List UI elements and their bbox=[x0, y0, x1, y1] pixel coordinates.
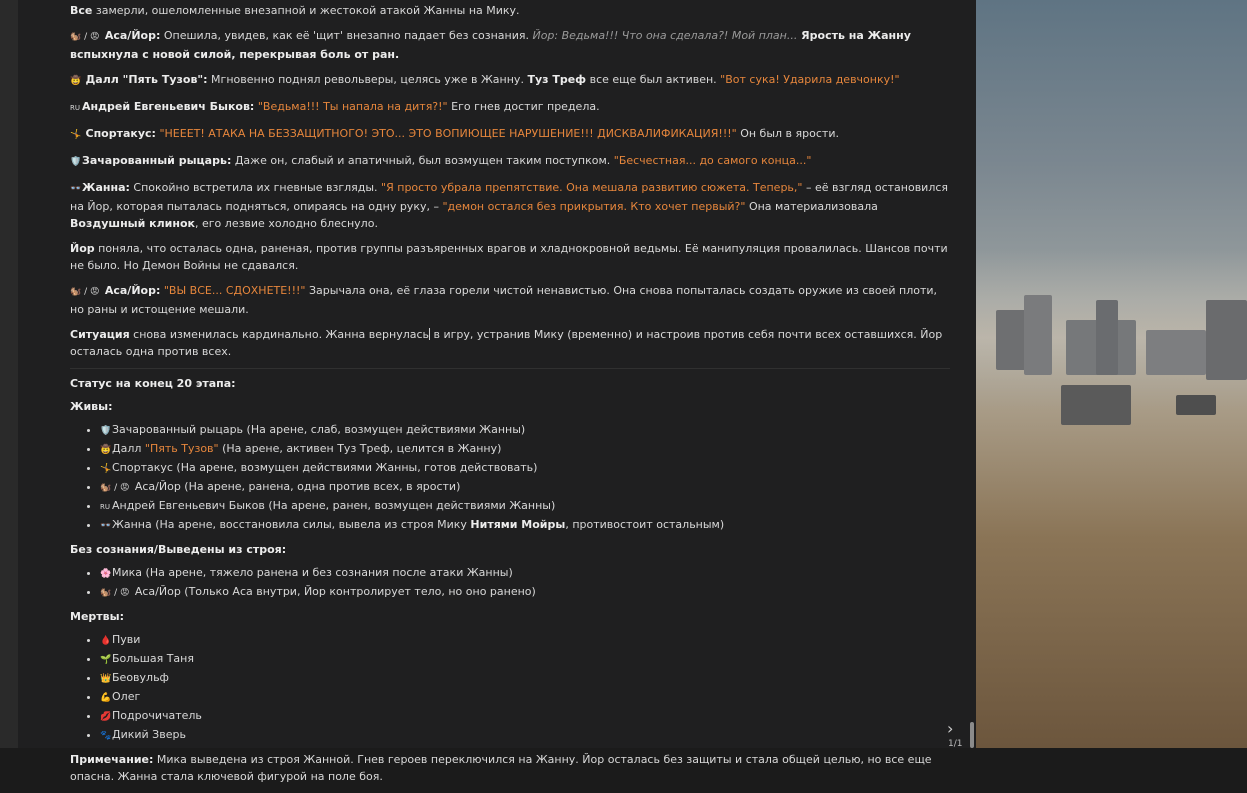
rock-formation bbox=[1024, 295, 1052, 375]
scrollbar-thumb[interactable] bbox=[970, 722, 974, 748]
list-item: • 🐾Дикий Зверь bbox=[100, 726, 950, 745]
list-item: • 🤠Далл "Пять Тузов" (На арене, активен Туз Треф, целится в Жанну) bbox=[100, 440, 950, 459]
paragraph-2: 🐿️ / 😡 Аса/Йор: Опешила, увидев, как её 'щит' внезапно падает без сознания. Йор: Ведьма!!! Что она сделала?! Мой план... Ярость на Жанну вспыхнула с новой силой, перекрывая боль от ран. bbox=[70, 29, 911, 61]
asa-yor-icon: 🐿️ / 😡 bbox=[100, 588, 130, 598]
page-counter: 1/1 bbox=[948, 739, 963, 749]
rock-formation bbox=[1206, 300, 1247, 380]
cowboy-icon: 🤠 bbox=[100, 445, 112, 455]
plant-icon: 🌱 bbox=[100, 655, 112, 665]
ru-flag-icon: RU bbox=[100, 503, 110, 511]
paragraph-3: 🤠 Далл "Пять Тузов": Мгновенно поднял револьверы, целясь уже в Жанну. Туз Треф все еще был активен. "Вот сука! Ударила девчонку!" bbox=[70, 71, 950, 90]
dead-header: Мертвы: bbox=[70, 610, 124, 623]
lips-icon: 💋 bbox=[100, 712, 112, 722]
status-title: Статус на конец 20 этапа: bbox=[70, 377, 236, 390]
alive-header: Живы: bbox=[70, 400, 113, 413]
list-item: • 💪Олег bbox=[100, 688, 950, 707]
paragraph-1: Все замерли, ошеломленные внезапной и жестокой атакой Жанны на Мику. bbox=[70, 4, 520, 17]
chat-panel bbox=[18, 0, 976, 783]
paragraph-4: RU Андрей Евгеньевич Быков: "Ведьма!!! Ты напала на дитя?!" Его гнев достиг предела. bbox=[70, 98, 950, 117]
paragraph-9: 🐿️ / 😡 Аса/Йор: "ВЫ ВСЕ... СДОХНЕТЕ!!!" Зарычала она, её глаза горели чистой ненавистью. Она снова попыталась создать оружие из своей плоти, но раны и истощение мешали. bbox=[70, 284, 938, 316]
alive-list bbox=[70, 421, 950, 535]
asa-yor-icon: 🐿️ / 😡 bbox=[100, 483, 130, 493]
acrobat-icon: 🤸 bbox=[100, 464, 112, 474]
list-item: • 🌱Большая Таня bbox=[100, 650, 950, 669]
paragraph-6: 🛡️Зачарованный рыцарь: Даже он, слабый и апатичный, был возмущен таким поступком. "Бесчестная... до самого конца..." bbox=[70, 152, 950, 171]
next-page-button[interactable]: › bbox=[947, 719, 954, 738]
list-item: • 🤸Спортакус (На арене, возмущен действиями Жанны, готов действовать) bbox=[100, 459, 950, 478]
shield-icon: 🛡️ bbox=[100, 426, 112, 436]
list-item: • 🩸Пуви bbox=[100, 631, 950, 650]
paragraph-8: Йор поняла, что осталась одна, раненая, против группы разъяренных врагов и хладнокровной ведьмы. Её манипуляция провалилась. Шансов почти не было. Но Демон Войны не сдавался. bbox=[70, 242, 948, 272]
paragraph-7: 👓Жанна: Спокойно встретила их гневные взгляды. "Я просто убрала препятствие. Она мешала развитию сюжета. Теперь," – её взгляд остановился на Йор, которая пыталась подняться, опираясь на одну руку, – "демон остался без прикрытия. Кто хочет первый?" Она материализовала Воздушный клинок, его лезвие холодно блеснуло. bbox=[70, 181, 949, 230]
acrobat-icon: 🤸 bbox=[70, 130, 82, 140]
list-item: • 👑Беовульф bbox=[100, 669, 950, 688]
boulder bbox=[1061, 385, 1131, 425]
boulder bbox=[1176, 395, 1216, 415]
paw-icon: 🐾 bbox=[100, 731, 112, 741]
asa-yor-icon: 🐿️ / 😡 bbox=[70, 32, 100, 42]
flower-icon: 🌸 bbox=[100, 569, 112, 579]
blood-drop-icon: 🩸 bbox=[100, 636, 112, 646]
rock-formation bbox=[1146, 330, 1206, 375]
muscle-icon: 💪 bbox=[100, 693, 112, 703]
paragraph-10: Ситуация снова изменилась кардинально. Жанна вернулась в игру, устранив Мику (временно) и настроив против себя почти всех оставшихся. Йор осталась одна против всех. bbox=[70, 328, 943, 358]
list-item: • 🐿️ / 😡 Аса/Йор (На арене, ранена, одна против всех, в ярости) bbox=[100, 478, 950, 497]
list-item: • 🛡️Зачарованный рыцарь (На арене, слаб, возмущен действиями Жанны) bbox=[100, 421, 950, 440]
background-landscape bbox=[976, 0, 1247, 748]
asa-yor-icon: 🐿️ / 😡 bbox=[70, 287, 100, 297]
list-item: • 🐿️ / 😡 Аса/Йор (Только Аса внутри, Йор контролирует тело, но оно ранено) bbox=[100, 583, 950, 602]
cowboy-icon: 🤠 bbox=[70, 76, 82, 86]
paragraph-5: 🤸 Спортакус: "НЕЕЕТ! АТАКА НА БЕЗЗАЩИТНОГО! ЭТО... ЭТО ВОПИЮЩЕЕ НАРУШЕНИЕ!!! ДИСКВАЛИФИКАЦИЯ!!!" Он был в ярости. bbox=[70, 125, 950, 144]
glasses-icon: 👓 bbox=[70, 184, 82, 194]
note-paragraph: Примечание: Мика выведена из строя Жанной. Гнев героев переключился на Жанну. Йор осталась без защиты и стала общей целью, но все еще опасна. Жанна стала ключевой фигурой на поле боя. bbox=[70, 753, 932, 783]
list-item: • RU Андрей Евгеньевич Быков (На арене, ранен, возмущен действиями Жанны) bbox=[100, 497, 950, 516]
message-content bbox=[70, 0, 950, 793]
ru-flag-icon: RU bbox=[70, 104, 80, 112]
divider bbox=[70, 368, 950, 369]
glasses-icon: 👓 bbox=[100, 521, 112, 531]
crown-icon: 👑 bbox=[100, 674, 112, 684]
dead-list bbox=[70, 631, 950, 745]
out-list bbox=[70, 564, 950, 602]
list-item: • 🌸Мика (На арене, тяжело ранена и без сознания после атаки Жанны) bbox=[100, 564, 950, 583]
left-sidebar-strip bbox=[0, 0, 18, 748]
shield-icon: 🛡️ bbox=[70, 157, 82, 167]
list-item: • 💋Подрочичатель bbox=[100, 707, 950, 726]
rock-formation bbox=[1096, 300, 1118, 375]
out-header: Без сознания/Выведены из строя: bbox=[70, 543, 287, 556]
list-item: • 👓Жанна (На арене, восстановила силы, вывела из строя Мику Нитями Мойры, противостоит остальным) bbox=[100, 516, 950, 535]
